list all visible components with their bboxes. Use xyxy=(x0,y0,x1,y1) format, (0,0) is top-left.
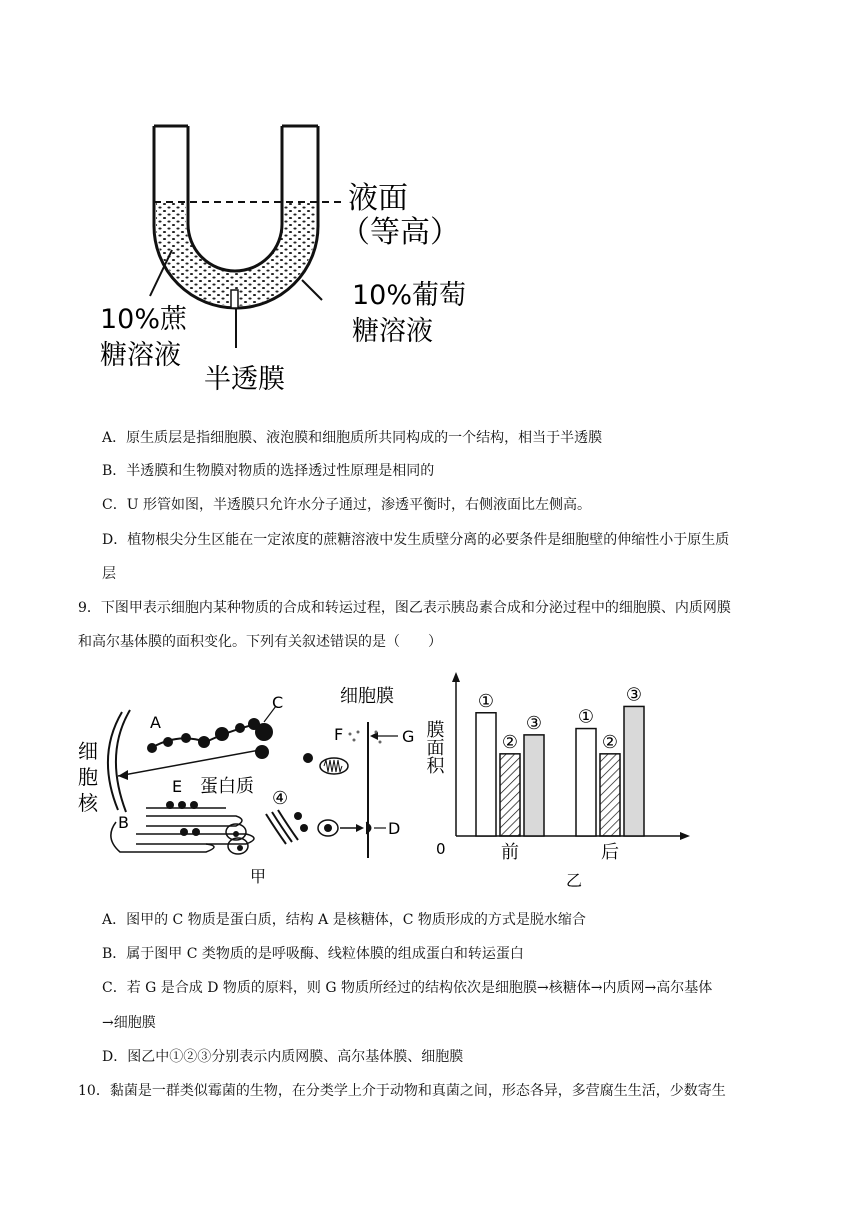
q9-option-d: D．图乙中①②③分别表示内质网膜、高尔基体膜、细胞膜 xyxy=(102,1049,464,1065)
label-B: B xyxy=(118,813,129,832)
bar-label-后-1: ② xyxy=(601,731,619,753)
label-F: F xyxy=(334,725,344,744)
q8-option-d-cont: 层 xyxy=(102,566,116,582)
label-G: G xyxy=(402,727,415,746)
chart-yi xyxy=(423,664,696,890)
bar-后-0 xyxy=(576,729,596,836)
label-nucleus-3: 核 xyxy=(78,791,98,815)
label-nucleus-2: 胞 xyxy=(78,765,98,789)
protein-c-blobs xyxy=(255,723,313,763)
rough-er xyxy=(111,801,254,852)
label-golgi-4: ④ xyxy=(272,788,289,809)
label-protein: 蛋白质 xyxy=(200,776,254,797)
caption-jia: 甲 xyxy=(250,867,267,886)
label-semi-membrane: 半透膜 xyxy=(204,364,285,395)
q9-option-c-cont: →细胞膜 xyxy=(102,1015,156,1031)
bar-label-前-0: ① xyxy=(477,690,495,712)
label-E: E xyxy=(172,777,183,796)
q9-option-b: B．属于图甲 C 类物质的是呼吸酶、线粒体膜的组成蛋白和转运蛋白 xyxy=(102,946,524,962)
category-label-1: 后 xyxy=(601,842,619,863)
label-cell-membrane: 细胞膜 xyxy=(340,686,394,707)
figure-jia xyxy=(76,662,436,890)
q8-option-a: A．原生质层是指细胞膜、液泡膜和细胞质所共同构成的一个结构，相当于半透膜 xyxy=(102,430,603,446)
category-label-0: 前 xyxy=(501,842,519,863)
bar-label-后-0: ① xyxy=(577,706,595,728)
label-C: C xyxy=(272,693,284,712)
label-glucose-2: 糖溶液 xyxy=(352,316,433,347)
label-liquid-level: 液面 xyxy=(348,181,408,216)
bar-前-2 xyxy=(524,735,544,836)
q9-option-c: C．若 G 是合成 D 物质的原料，则 G 物质所经过的结构依次是细胞膜→核糖体→内质网→高尔基体 xyxy=(102,980,713,996)
bar-label-前-2: ③ xyxy=(525,712,543,734)
label-glucose-1: 10%葡萄 xyxy=(352,280,467,311)
u-tube-inner-wall xyxy=(188,126,282,271)
nucleus-envelope xyxy=(116,710,130,812)
caption-yi: 乙 xyxy=(566,871,583,890)
label-equal-height: （等高） xyxy=(340,215,460,250)
q9-option-a: A．图甲的 C 物质是蛋白质，结构 A 是核糖体，C 物质形成的方式是脱水缩合 xyxy=(102,912,586,928)
golgi-apparatus xyxy=(266,810,308,844)
label-A: A xyxy=(150,713,161,732)
q8-option-b: B．半透膜和生物膜对物质的选择透过性原理是相同的 xyxy=(102,463,435,479)
q8-option-c: C．U 形管如图，半透膜只允许水分子通过，渗透平衡时，右侧液面比左侧高。 xyxy=(102,497,591,513)
bar-label-后-2: ③ xyxy=(625,684,643,706)
free-ribosome-chain xyxy=(147,718,260,753)
bar-后-2 xyxy=(624,706,644,836)
q10-stem-line1: 10．黏菌是一群类似霉菌的生物，在分类学上介于动物和真菌之间，形态各异，多营腐生生活，少数寄生 xyxy=(78,1083,726,1099)
bar-前-1 xyxy=(500,754,520,836)
u-tube-figure xyxy=(90,118,470,408)
label-nucleus-1: 细 xyxy=(78,739,98,763)
bar-后-1 xyxy=(600,754,620,836)
q8-option-d: D．植物根尖分生区能在一定浓度的蔗糖溶液中发生质壁分离的必要条件是细胞壁的伸缩性小于原生质 xyxy=(102,532,730,548)
q9-stem-line2: 和高尔基体膜的面积变化。下列有关叙述错误的是（ ） xyxy=(78,634,442,650)
label-sucrose-2: 糖溶液 xyxy=(100,340,181,371)
q9-stem-line1: 9．下图甲表示细胞内某种物质的合成和转运过程，图乙表示胰岛素合成和分泌过程中的细胞膜、内质网膜 xyxy=(78,600,731,616)
label-D: D xyxy=(388,819,401,838)
origin-label: 0 xyxy=(436,840,446,858)
y-axis-label: 膜面积 xyxy=(423,720,445,774)
transport-vesicles xyxy=(226,824,248,854)
bar-前-0 xyxy=(476,713,496,836)
bar-label-前-1: ② xyxy=(501,731,519,753)
semi-permeable-membrane xyxy=(231,290,238,308)
label-sucrose-1: 10%蔗 xyxy=(100,304,188,335)
